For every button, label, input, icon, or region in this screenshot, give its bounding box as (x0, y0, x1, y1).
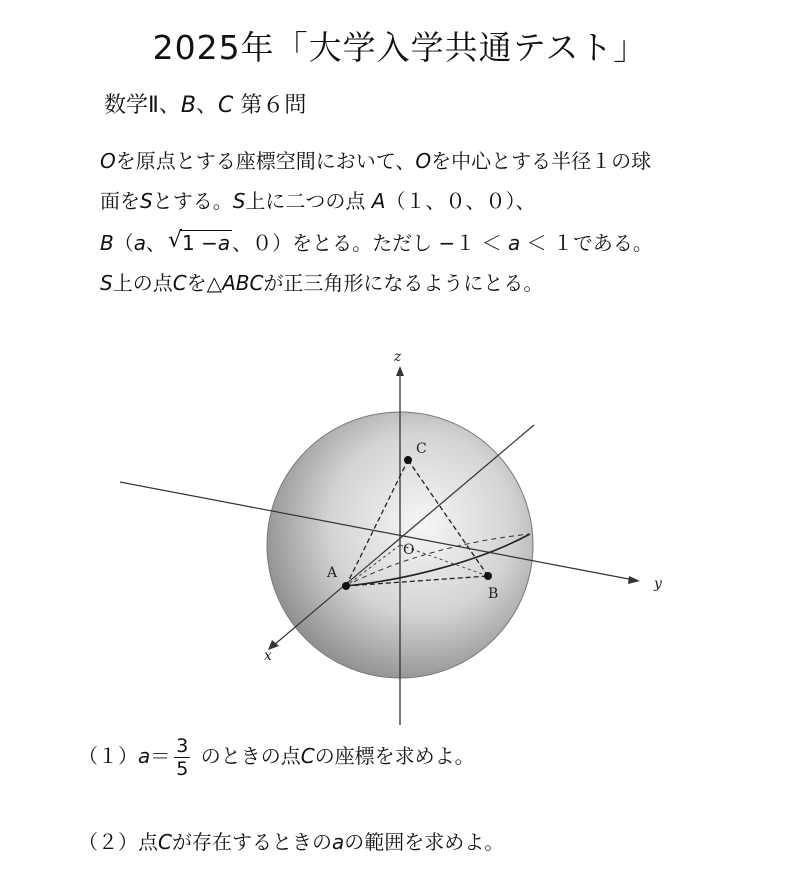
z-axis-arrow (396, 366, 404, 376)
label-x: x (264, 648, 272, 664)
problem-line-1: Oを原点とする座標空間において、Oを中心とする半径１の球 (100, 149, 652, 173)
fraction: $\frac{3}{5}$ (176, 735, 189, 780)
label-y: y (654, 576, 662, 592)
problem-line-2: 面をSとする。S上に二つの点 A（１、０、０）、 (100, 189, 536, 213)
sphere-figure (110, 340, 670, 734)
problem-line-4: S上の点Cを△ABCが正三角形になるようにとる。 (100, 271, 544, 295)
point-c (404, 456, 412, 464)
page-title: 2025年「大学入学共通テスト」 (152, 28, 648, 67)
label-a: A (327, 565, 338, 581)
label-z: z (394, 349, 402, 365)
problem-line-3: B（a、 √ 1 −a 、０）をとる。ただし −１ ＜ a ＜ １である。 (100, 228, 653, 258)
sqrt-expression: √ 1 −a (168, 228, 231, 255)
label-o: O (403, 542, 415, 558)
label-b: B (488, 586, 499, 602)
question-2: （２）点Cが存在するときのaの範囲を求めよ。 (78, 830, 505, 854)
point-a (342, 582, 350, 590)
question-1: （１）a＝ $\frac{3}{5}$ のときの点Cの座標を求めよ。 (78, 735, 475, 780)
label-c: C (416, 441, 427, 457)
sphere-diagram (110, 340, 670, 730)
subtitle: 数学Ⅱ、B、C 第６問 (104, 93, 307, 118)
y-axis-arrow (628, 576, 640, 584)
point-b (484, 572, 492, 580)
